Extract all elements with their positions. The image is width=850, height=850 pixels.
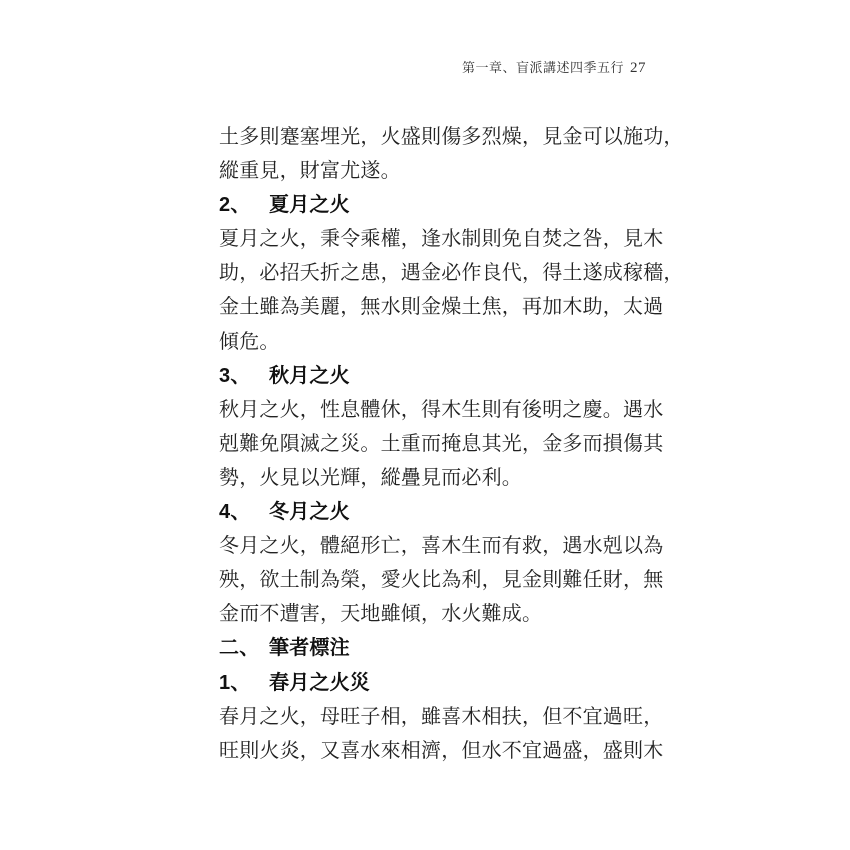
heading-number: 4、 (219, 501, 251, 524)
paragraph-line: 金而不遭害，天地雖傾，水火難成。 (219, 601, 543, 626)
page-body (219, 119, 684, 767)
section-heading-summer-fire (219, 187, 649, 221)
paragraph-line: 助，必招夭折之患，遇金必作良代，得土遂成稼穡， (219, 260, 684, 285)
running-header (440, 57, 646, 77)
paragraph-line: 夏月之火，秉令乘權，逢水制則免自焚之咎，見木 (219, 226, 664, 251)
section-heading-author-notes (219, 630, 649, 664)
paragraph-line: 冬月之火，體絕形亡，喜木生而有救，遇水剋以為 (219, 533, 664, 558)
heading-title: 春月之火災 (269, 669, 370, 694)
paragraph-line: 傾危。 (219, 328, 280, 353)
heading-title: 秋月之火 (269, 362, 350, 387)
heading-title: 筆者標注 (269, 635, 350, 660)
page-number: 27 (630, 60, 646, 76)
heading-title: 冬月之火 (269, 499, 350, 524)
heading-number: 1、 (219, 671, 251, 694)
heading-number: 二、 (219, 637, 260, 660)
heading-number: 3、 (219, 364, 251, 387)
chapter-title: 第一章、盲派講述四季五行 (461, 61, 624, 76)
section-heading-autumn-fire (219, 358, 649, 392)
paragraph-line: 春月之火，母旺子相，雖喜木相扶，但不宜過旺， (219, 703, 664, 728)
heading-title: 夏月之火 (269, 192, 350, 217)
section-heading-spring-fire-disaster (219, 665, 649, 699)
paragraph-line: 旺則火炎，又喜水來相濟，但水不宜過盛，盛則木 (219, 737, 664, 762)
paragraph-line: 秋月之火，性息體休，得木生則有後明之慶。遇水 (219, 396, 664, 421)
heading-number: 2、 (219, 194, 251, 217)
section-heading-winter-fire (219, 494, 649, 528)
paragraph-line: 土多則蹇塞埋光，火盛則傷多烈燥，見金可以施功， (219, 124, 684, 148)
paragraph-line: 剋難免隕滅之災。土重而掩息其光，金多而損傷其 (219, 430, 664, 455)
paragraph-line: 勢，火見以光輝，縱疊見而必利。 (219, 464, 522, 489)
paragraph-line: 金土雖為美麗，無水則金燥土焦，再加木助，太過 (219, 294, 664, 319)
paragraph-line: 縱重見，財富尤遂。 (219, 158, 401, 183)
paragraph-line: 殃，欲土制為榮，愛火比為利，見金則難任財，無 (219, 567, 664, 592)
